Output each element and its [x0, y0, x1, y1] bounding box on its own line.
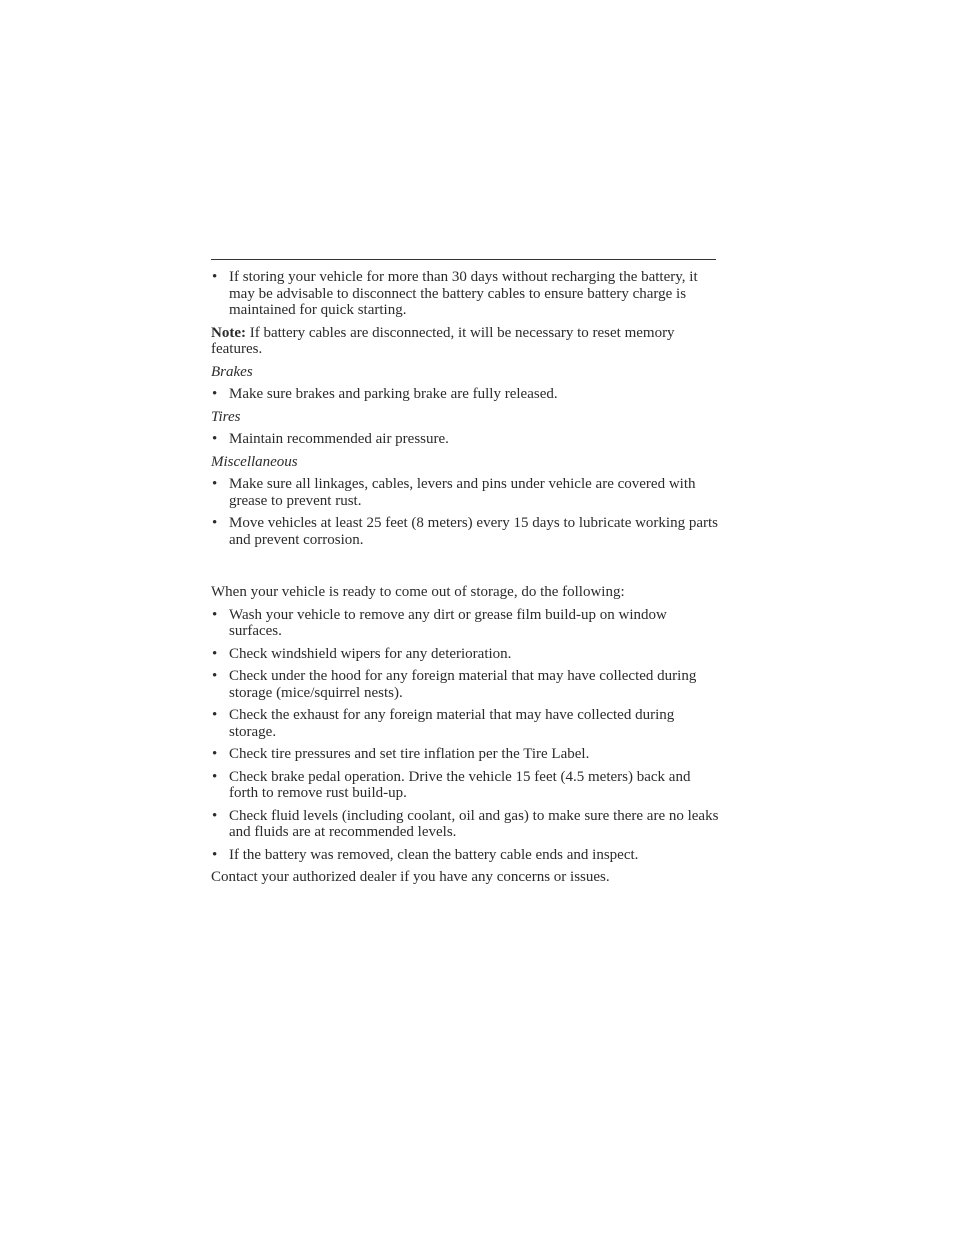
bullet-icon: • — [212, 645, 218, 662]
battery-list — [211, 269, 721, 319]
list-item-removal — [211, 668, 721, 701]
list-item-misc-move — [211, 515, 721, 548]
tires-list — [211, 431, 721, 448]
list-item-removal — [211, 746, 721, 763]
note-paragraph — [211, 325, 721, 358]
brakes-heading: Brakes — [211, 363, 253, 380]
list-item-text: Wash your vehicle to remove any dirt or grease film build-up on window surfaces. — [229, 606, 667, 639]
page-content — [211, 269, 721, 892]
brakes-list — [211, 386, 721, 403]
list-item-removal — [211, 707, 721, 740]
list-item-removal — [211, 646, 721, 663]
bullet-icon: • — [212, 269, 218, 285]
list-item-removal — [211, 808, 721, 841]
note-label: Note: — [211, 324, 246, 341]
list-item-text: Check fluid levels (including coolant, oil and gas) to make sure there are no leaks and fluids are at recommended levels. — [229, 807, 719, 840]
miscellaneous-heading: Miscellaneous — [211, 453, 298, 470]
list-item-text: Make sure brakes and parking brake are fully released. — [229, 386, 558, 402]
bullet-icon: • — [212, 386, 218, 402]
list-item-battery — [211, 269, 721, 319]
list-item-brakes — [211, 386, 721, 403]
list-item-text: Check tire pressures and set tire inflation per the Tire Label. — [229, 746, 590, 762]
removal-list — [211, 607, 721, 864]
bullet-icon: • — [212, 807, 218, 824]
bullet-icon: • — [212, 668, 218, 684]
list-item-text: Check windshield wipers for any deterioration. — [229, 645, 512, 662]
tires-heading: Tires — [211, 408, 241, 425]
list-item-text: Make sure all linkages, cables, levers and pins under vehicle are covered with grease to prevent rust. — [229, 476, 696, 509]
list-item-text: Check brake pedal operation. Drive the vehicle 15 feet (4.5 meters) back and forth to remove rust build-up. — [229, 768, 691, 801]
header-rule — [211, 259, 716, 260]
miscellaneous-list — [211, 476, 721, 548]
list-item-removal — [211, 847, 721, 864]
list-item-text: Move vehicles at least 25 feet (8 meters) every 15 days to lubricate working parts and prevent corrosion. — [229, 515, 719, 548]
list-item-misc-grease — [211, 476, 721, 509]
list-item-text: If the battery was removed, clean the battery cable ends and inspect. — [229, 846, 639, 863]
list-item-text: If storing your vehicle for more than 30 days without recharging the battery, it may be advisable to disconnect the battery cables to ensure battery charge is maintained for quick starting. — [229, 269, 698, 318]
bullet-icon: • — [212, 746, 218, 762]
note-text: If battery cables are disconnected, it will be necessary to reset memory features. — [211, 324, 675, 357]
section-spacer — [211, 554, 721, 584]
closing-paragraph: Contact your authorized dealer if you have any concerns or issues. — [211, 869, 610, 885]
list-item-text: Check the exhaust for any foreign material that may have collected during storage. — [229, 707, 675, 740]
list-item-removal — [211, 607, 721, 640]
bullet-icon: • — [212, 846, 218, 863]
bullet-icon: • — [212, 476, 218, 492]
removal-intro: When your vehicle is ready to come out of storage, do the following: — [211, 584, 625, 600]
list-item-text: Maintain recommended air pressure. — [229, 431, 449, 447]
bullet-icon: • — [212, 768, 218, 785]
bullet-icon: • — [212, 515, 218, 531]
list-item-text: Check under the hood for any foreign material that may have collected during storage (mice/squirrel nests). — [229, 668, 697, 701]
bullet-icon: • — [212, 431, 218, 447]
bullet-icon: • — [212, 606, 218, 623]
list-item-removal — [211, 769, 721, 802]
list-item-tires — [211, 431, 721, 448]
bullet-icon: • — [212, 707, 218, 723]
